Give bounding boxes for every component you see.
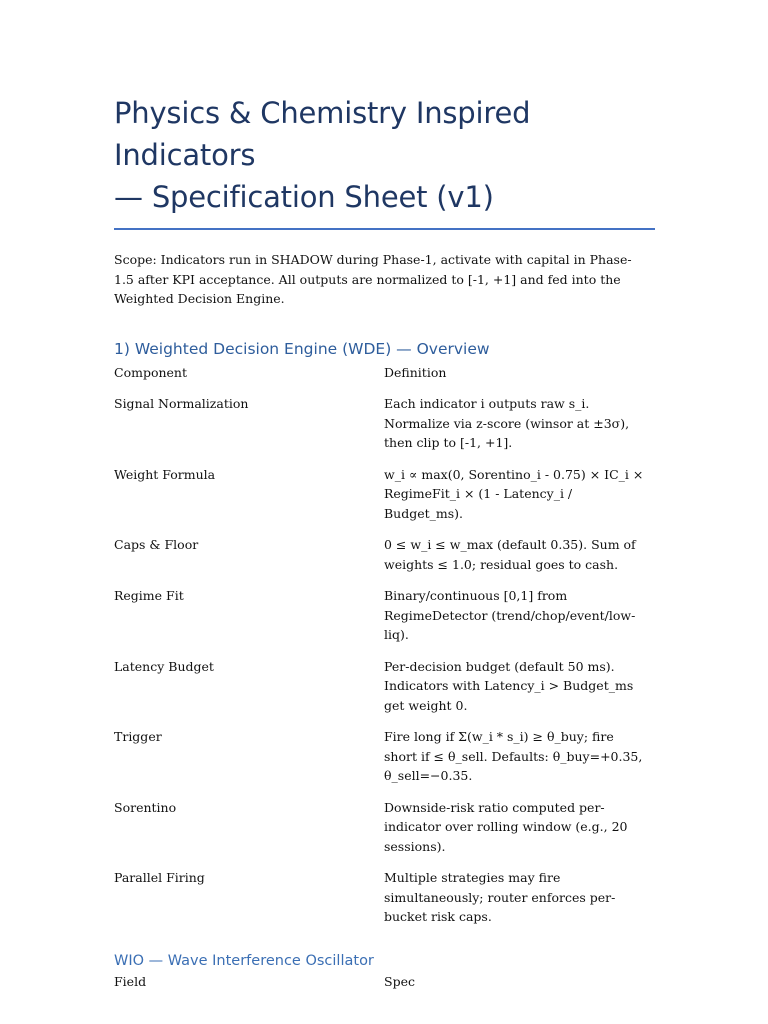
table-row <box>114 394 659 453</box>
table-header-row <box>114 972 659 992</box>
definition-cell: Fire long if Σ(w_i * s_i) ≥ θ_buy; fire short if ≤ θ_sell. Defaults: θ_buy=+0.35, θ_sell=−0.35. <box>384 729 643 783</box>
definition-cell: Downside-risk ratio computed per-indicator over rolling window (e.g., 20 sessions). <box>384 799 628 854</box>
table-row <box>114 727 659 786</box>
section-heading-wio: WIO — Wave Interference Oscillator <box>114 952 374 969</box>
table-row <box>114 535 659 574</box>
definition-cell: Each indicator i outputs raw s_i. Normalize via z-score (winsor at ±3σ), then clip to [-1, +1]. <box>384 396 630 450</box>
definition-cell: Per-decision budget (default 50 ms). Indicators with Latency_i > Budget_ms get weight 0. <box>384 658 634 713</box>
wde-table-body <box>114 394 659 927</box>
table-row <box>114 465 659 524</box>
table-row <box>114 868 659 927</box>
wio-table <box>114 972 659 992</box>
component-cell: Signal Normalization <box>114 396 249 411</box>
component-cell: Sorentino <box>114 799 177 815</box>
column-header-component: Component <box>114 364 187 380</box>
section-heading-wde: 1) Weighted Decision Engine (WDE) — Overview <box>114 339 490 358</box>
document-page <box>114 92 659 991</box>
wde-table <box>114 363 659 927</box>
component-cell: Weight Formula <box>114 466 216 482</box>
definition-cell: 0 ≤ w_i ≤ w_max (default 0.35). Sum of weights ≤ 1.0; residual goes to cash. <box>384 537 636 572</box>
title-line-2: — Specification Sheet (v1) <box>114 180 494 214</box>
title-line-1: Physics & Chemistry Inspired Indicators <box>114 96 531 172</box>
component-cell: Latency Budget <box>114 658 214 674</box>
table-header-row <box>114 363 659 383</box>
definition-cell: Binary/continuous [0,1] from RegimeDetector (trend/chop/event/low-liq). <box>384 588 636 642</box>
document-title <box>114 92 659 218</box>
column-header-definition: Definition <box>384 364 447 380</box>
table-row <box>114 586 659 645</box>
component-cell: Regime Fit <box>114 588 184 603</box>
definition-cell: w_i ∝ max(0, Sorentino_i - 0.75) × IC_i × RegimeFit_i × (1 - Latency_i / Budget_ms). <box>384 466 644 521</box>
component-cell: Caps & Floor <box>114 537 199 552</box>
column-header-spec: Spec <box>384 973 415 989</box>
column-header-field: Field <box>114 973 147 989</box>
component-cell: Trigger <box>114 729 162 744</box>
definition-cell: Multiple strategies may fire simultaneously; router enforces per-bucket risk caps. <box>384 870 616 924</box>
scope-paragraph: Scope: Indicators run in SHADOW during Phase-1, activate with capital in Phase-1.5 after KPI acceptance. All outputs are normalized to [-1, +1] and fed into the Weighted Decision Engine. <box>114 252 632 306</box>
table-row <box>114 798 659 857</box>
title-divider <box>114 228 655 230</box>
table-row <box>114 657 659 716</box>
component-cell: Parallel Firing <box>114 870 205 885</box>
